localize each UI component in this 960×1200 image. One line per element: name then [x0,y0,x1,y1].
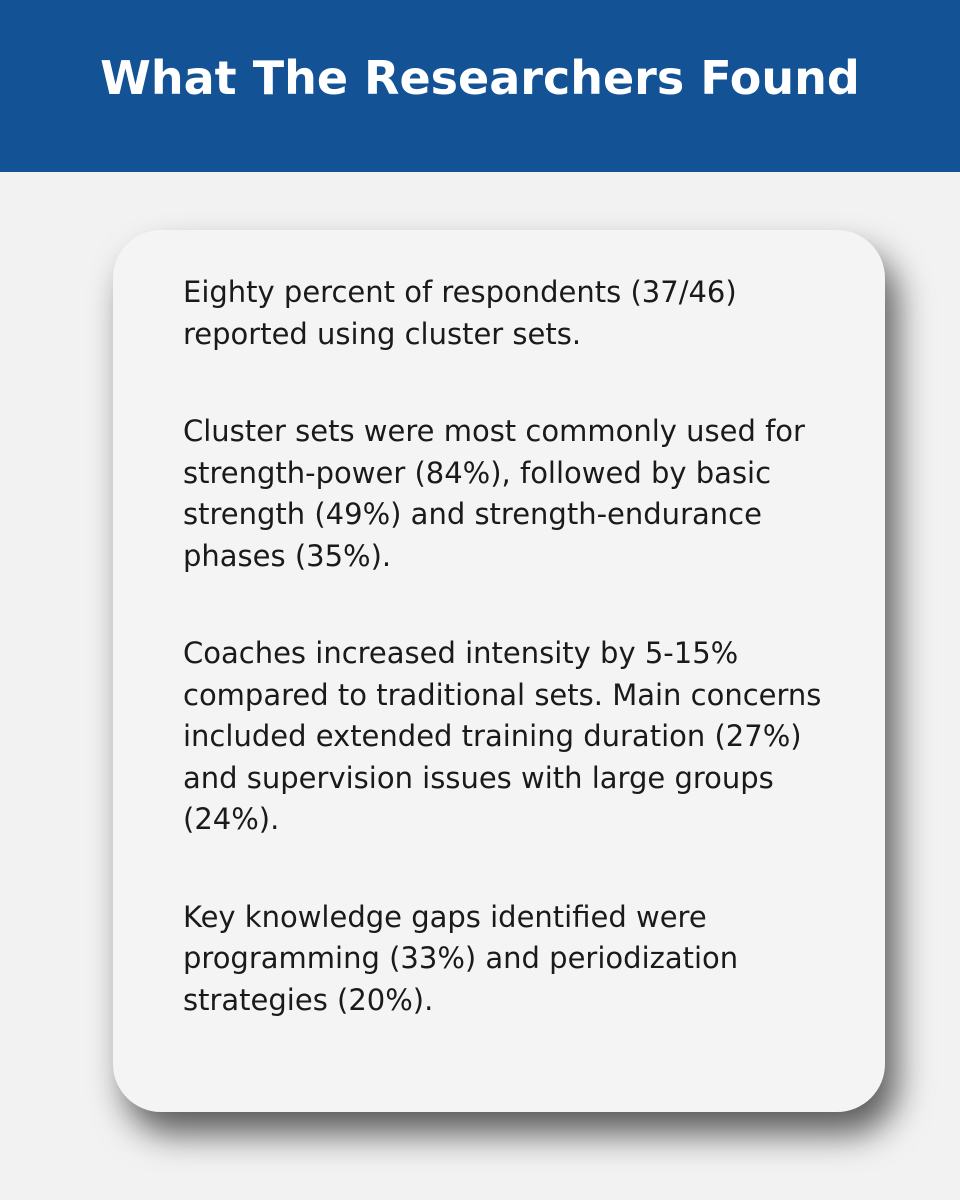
page-title: What The Researchers Found [100,51,860,105]
finding-paragraph: Cluster sets were most commonly used for strength-power (84%), followed by basic strength (49%) and strength-endurance phases (35%). [183,414,805,573]
findings-card [113,230,885,1112]
finding-paragraph: Key knowledge gaps identified were programming (33%) and periodization strategies (20%). [183,899,739,1017]
header-banner [0,0,960,172]
finding-paragraph: Coaches increased intensity by 5-15% compared to traditional sets. Main concerns included extended training duration (27%) and supervision issues with large groups (24%). [183,636,822,836]
finding-paragraph: Eighty percent of respondents (37/46) reported using cluster sets. [183,275,737,351]
